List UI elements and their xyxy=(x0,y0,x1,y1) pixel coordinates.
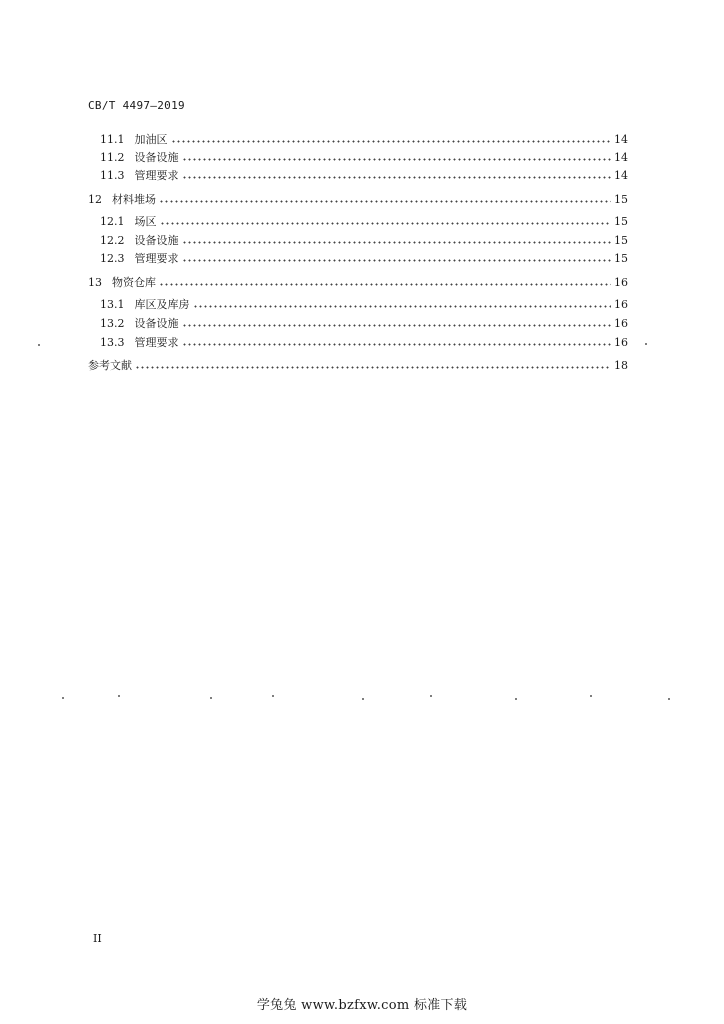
scan-speck xyxy=(430,695,432,697)
toc-title: 场区 xyxy=(134,215,157,228)
toc-page: 14 xyxy=(614,169,628,182)
toc-page: 15 xyxy=(614,234,628,247)
scan-speck xyxy=(272,695,274,697)
toc-page: 16 xyxy=(614,336,628,349)
toc-entry[interactable] xyxy=(100,133,628,147)
dot-leader xyxy=(182,337,612,346)
toc-page: 15 xyxy=(614,193,628,206)
scan-speck xyxy=(38,344,40,346)
dot-leader xyxy=(182,253,612,262)
toc-number: 12.1 xyxy=(100,215,125,228)
toc-title: 库区及库房 xyxy=(134,298,190,311)
toc-title: 材料堆场 xyxy=(112,193,156,206)
toc-number: 12.3 xyxy=(100,252,125,265)
toc-number: 13.1 xyxy=(100,298,125,311)
scan-speck xyxy=(362,698,364,700)
dot-leader xyxy=(159,194,611,203)
toc-entry[interactable] xyxy=(100,215,628,229)
toc-page: 16 xyxy=(614,276,628,289)
toc-entry[interactable] xyxy=(100,336,628,350)
toc-number: 11.3 xyxy=(100,169,125,182)
dot-leader xyxy=(182,318,612,327)
toc-number: 12 xyxy=(88,193,102,206)
toc-number: 11.1 xyxy=(100,133,125,146)
dot-leader xyxy=(182,170,612,179)
toc-title: 管理要求 xyxy=(134,336,179,349)
watermark-footer: 学兔兔 www.bzfxw.com 标准下载 xyxy=(256,998,468,1013)
toc-title: 设备设施 xyxy=(134,151,179,164)
toc-page: 16 xyxy=(614,317,628,330)
dot-leader xyxy=(160,216,612,225)
dot-leader xyxy=(171,134,612,143)
scan-speck xyxy=(118,695,120,697)
scan-speck xyxy=(62,697,64,699)
dot-leader xyxy=(159,277,611,286)
page-number: II xyxy=(93,932,102,945)
scan-speck xyxy=(668,698,670,700)
scan-speck xyxy=(590,695,592,697)
toc-entry[interactable] xyxy=(100,151,628,165)
toc-number: 13.2 xyxy=(100,317,125,330)
toc-entry[interactable] xyxy=(88,193,628,207)
dot-leader xyxy=(182,152,612,161)
toc-title: 加油区 xyxy=(134,133,168,146)
toc-page: 16 xyxy=(614,298,628,311)
toc-entry[interactable] xyxy=(100,252,628,266)
toc-page: 18 xyxy=(614,359,628,372)
toc-title: 设备设施 xyxy=(134,234,179,247)
scan-speck xyxy=(515,698,517,700)
toc-number: 13.3 xyxy=(100,336,125,349)
toc-number: 12.2 xyxy=(100,234,125,247)
toc-entry[interactable] xyxy=(88,276,628,290)
toc-entry[interactable] xyxy=(100,234,628,248)
toc-title: 管理要求 xyxy=(134,169,179,182)
toc-number: 11.2 xyxy=(100,151,125,164)
dot-leader xyxy=(182,235,612,244)
scan-speck xyxy=(645,343,647,345)
toc-number: 13 xyxy=(88,276,102,289)
dot-leader xyxy=(193,299,612,308)
toc-entry[interactable] xyxy=(100,298,628,312)
toc-page: 15 xyxy=(614,252,628,265)
toc-title: 管理要求 xyxy=(134,252,179,265)
dot-leader xyxy=(135,360,611,369)
scan-speck xyxy=(210,697,212,699)
toc-entry[interactable] xyxy=(100,317,628,331)
toc-page: 15 xyxy=(614,215,628,228)
toc-page: 14 xyxy=(614,133,628,146)
toc-page: 14 xyxy=(614,151,628,164)
toc-title: 参考文献 xyxy=(88,359,132,372)
toc-entry[interactable] xyxy=(88,359,628,373)
document-header: CB/T 4497—2019 xyxy=(88,99,185,112)
toc-title: 物资仓库 xyxy=(112,276,156,289)
toc-entry[interactable] xyxy=(100,169,628,183)
toc-title: 设备设施 xyxy=(134,317,179,330)
